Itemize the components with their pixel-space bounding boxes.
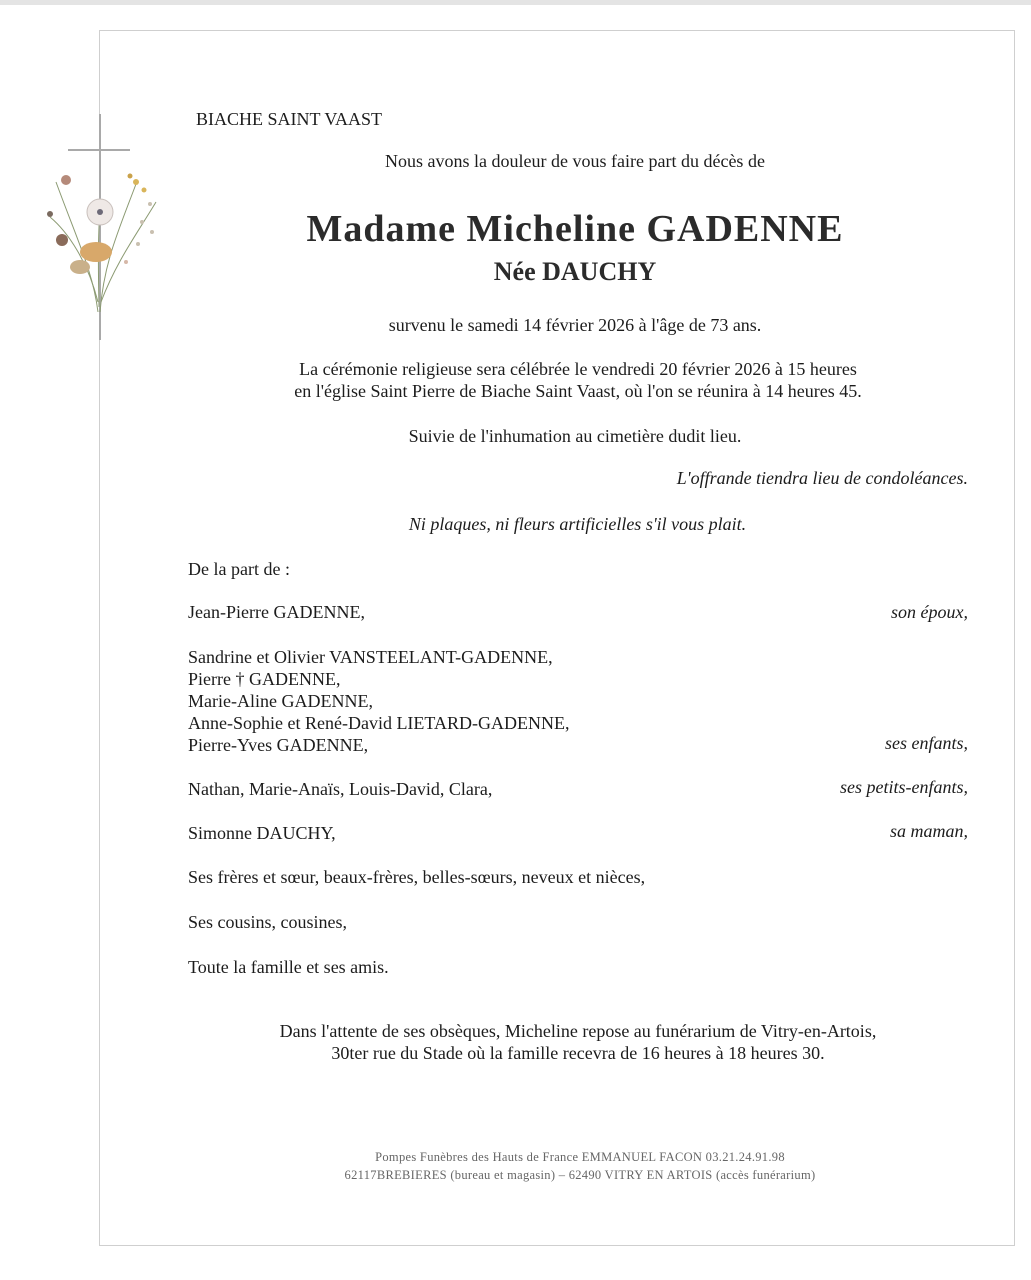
cross-flowers-icon [38,112,168,344]
rest-line-1: Dans l'attente de ses obsèques, Micheline repose au funérarium de Vitry-en-Artois, [279,1021,877,1041]
intro-text: Nous avons la douleur de vous faire part du décès de [385,151,765,171]
cousins-line: Ses cousins, cousines, [188,912,347,932]
children-relation: ses enfants, [885,733,968,753]
ceremony-line-1: La cérémonie religieuse sera célébrée le vendredi 20 février 2026 à 15 heures [299,359,857,379]
child-5: Pierre-Yves GADENNE, [188,735,369,755]
child-3: Marie-Aline GADENNE, [188,691,373,711]
ceremony-line-2: en l'église Saint Pierre de Biache Saint Vaast, où l'on se réunira à 14 heures 45. [294,381,862,401]
scan-edge [0,0,1031,5]
from-label: De la part de : [188,559,290,579]
grandchildren-names: Nathan, Marie-Anaïs, Louis-David, Clara, [188,779,493,799]
spouse-relation: son époux, [891,602,968,622]
town-label: BIACHE SAINT VAAST [196,109,383,129]
grandchildren-relation: ses petits-enfants, [840,777,968,797]
siblings-line: Ses frères et sœur, beaux-frères, belles-sœurs, neveux et nièces, [188,867,646,887]
child-1: Sandrine et Olivier VANSTEELANT-GADENNE, [188,647,553,667]
offering-note: L'offrande tiendra lieu de condoléances. [676,468,968,488]
child-4: Anne-Sophie et René-David LIETARD-GADENNE, [188,713,570,733]
deceased-name: Madame Micheline GADENNE [306,208,844,250]
footer-line-1: Pompes Funèbres des Hauts de France EMMANUEL FACON 03.21.24.91.98 [375,1150,785,1164]
maiden-name: Née DAUCHY [493,257,657,286]
burial-note: Suivie de l'inhumation au cimetière dudit lieu. [408,426,742,446]
child-2: Pierre † GADENNE, [188,669,341,689]
no-flowers-note: Ni plaques, ni fleurs artificielles s'il vous plait. [408,514,747,534]
mother-name: Simonne DAUCHY, [188,823,336,843]
mother-relation: sa maman, [889,821,968,841]
spouse-name: Jean-Pierre GADENNE, [188,602,365,622]
rest-line-2: 30ter rue du Stade où la famille recevra de 16 heures à 18 heures 30. [331,1043,825,1063]
death-announcement: survenu le samedi 14 février 2026 à l'âge de 73 ans. [388,315,762,335]
family-friends-line: Toute la famille et ses amis. [188,957,389,977]
footer-line-2: 62117BREBIERES (bureau et magasin) – 62490 VITRY EN ARTOIS (accès funérarium) [344,1168,816,1182]
